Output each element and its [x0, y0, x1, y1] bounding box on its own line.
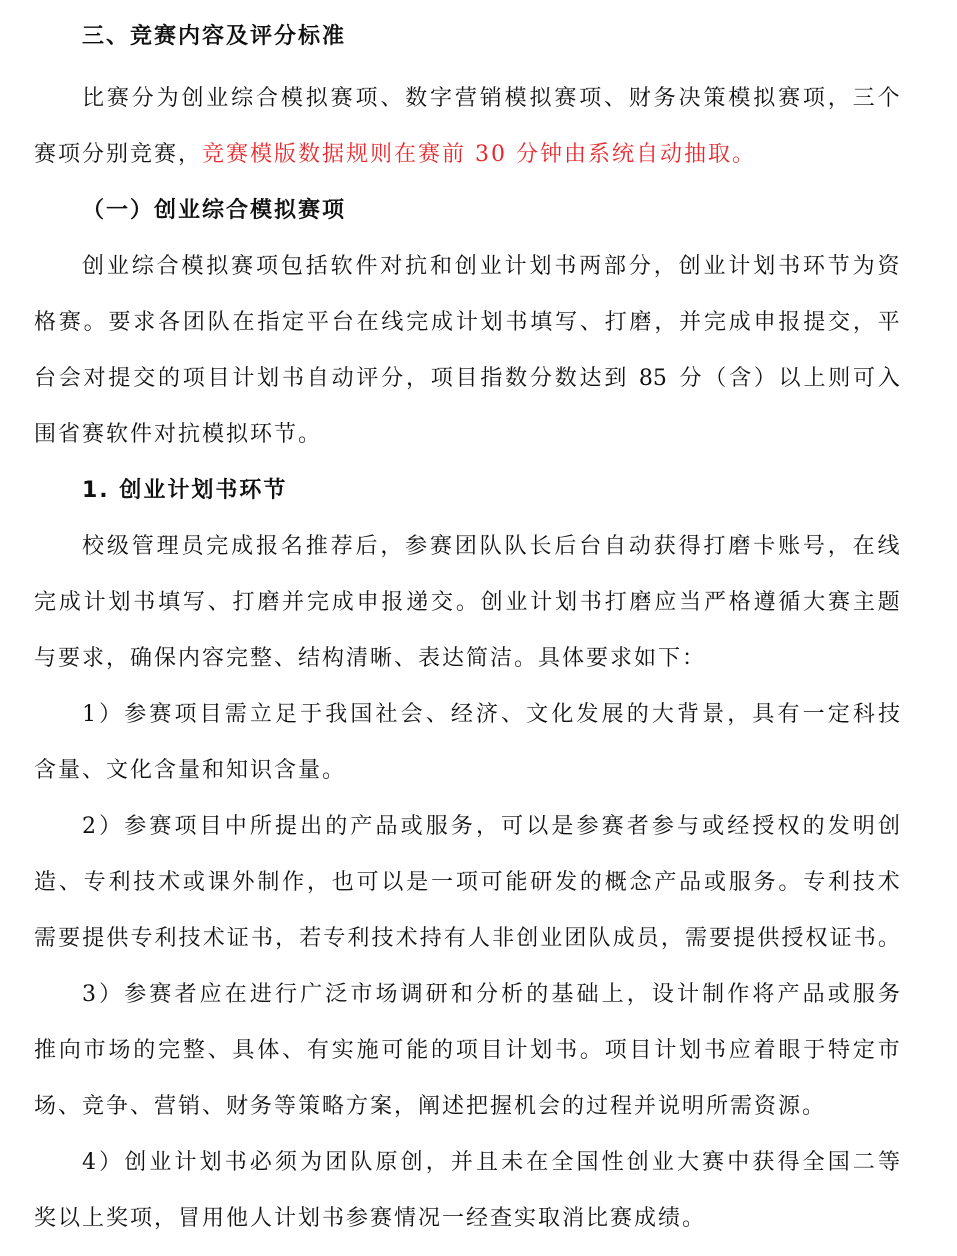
- req4-line-1: 4 ） 创 业 计 划 书 必 须 为 团 队 原 创 ， 并 且 未 在 全 国 性 创 业 大 赛 中 获 得 全 国 二 等: [82, 1150, 900, 1175]
- req2-line-1: 2 ） 参 赛 项 目 中 所 提 出 的 产 品 或 服 务 ， 可 以 是 参 赛 者 参 与 或 经 授 权 的 发 明 创: [82, 814, 900, 839]
- subsection-heading: （一）创业综合模拟赛项: [82, 198, 347, 223]
- section-heading: 三、竞赛内容及评分标准: [82, 24, 347, 49]
- para1-line-1: 创 业 综 合 模 拟 赛 项 包 括 软 件 对 抗 和 创 业 计 划 书 两 部 分 ， 创 业 计 划 书 环 节 为 资: [82, 254, 900, 279]
- req3-line-3: 场、竞争、营销、财务等策略方案，阐述把握机会的过程并说明所需资源。: [34, 1094, 827, 1119]
- req1-line-2: 含量、文化含量和知识含量。: [34, 758, 347, 783]
- para2-line-2: 完 成 计 划 书 填 写 、 打 磨 并 完 成 申 报 递 交 。 创 业 计 划 书 打 磨 应 当 严 格 遵 循 大 赛 主 题: [34, 590, 900, 615]
- req3-line-1: 3 ） 参 赛 者 应 在 进 行 广 泛 市 场 调 研 和 分 析 的 基 础 上 ， 设 计 制 作 将 产 品 或 服 务: [82, 982, 900, 1007]
- req3-line-2: 推 向 市 场 的 完 整 、 具 体 、 有 实 施 可 能 的 项 目 计 划 书 。 项 目 计 划 书 应 着 眼 于 特 定 市: [34, 1038, 900, 1063]
- intro-line-2: [34, 140, 756, 170]
- item-heading: 1. 创业计划书环节: [82, 478, 288, 503]
- req2-line-2: 造 、 专 利 技 术 或 课 外 制 作 ， 也 可 以 是 一 项 可 能 研 发 的 概 念 产 品 或 服 务 。 专 利 技 术: [34, 870, 900, 895]
- para1-line-3: 台 会 对 提 交 的 项 目 计 划 书 自 动 评 分 ， 项 目 指 数 分 数 达 到 85 分 （ 含 ） 以 上 则 可 入: [34, 366, 900, 391]
- para2-line-3: 与要求，确保内容完整、结构清晰、表达简洁。具体要求如下：: [34, 646, 707, 671]
- intro-line-1: 比 赛 分 为 创 业 综 合 模 拟 赛 项 、 数 字 营 销 模 拟 赛 项 、 财 务 决 策 模 拟 赛 项 ， 三 个: [82, 86, 900, 111]
- para1-line-4: 围省赛软件对抗模拟环节。: [34, 422, 323, 447]
- req4-line-2: 奖以上奖项，冒用他人计划书参赛情况一经查实取消比赛成绩。: [34, 1206, 707, 1231]
- para1-line-2: 格 赛 。 要 求 各 团 队 在 指 定 平 台 在 线 完 成 计 划 书 填 写 、 打 磨 ， 并 完 成 申 报 提 交 ， 平: [34, 310, 900, 335]
- para2-line-1: 校 级 管 理 员 完 成 报 名 推 荐 后 ， 参 赛 团 队 队 长 后 台 自 动 获 得 打 磨 卡 账 号 ， 在 线: [82, 534, 900, 559]
- req1-line-1: 1 ） 参 赛 项 目 需 立 足 于 我 国 社 会 、 经 济 、 文 化 发 展 的 大 背 景 ， 具 有 一 定 科 技: [82, 702, 900, 727]
- intro-text: 赛项分别竞赛，: [34, 142, 203, 167]
- highlight-text: 竞赛模版数据规则在赛前 30 分钟由系统自动抽取。: [202, 142, 756, 167]
- req2-line-3: 需 要 提 供 专 利 技 术 证 书 ， 若 专 利 技 术 持 有 人 非 创 业 团 队 成 员 ， 需 要 提 供 授 权 证 书 。: [34, 926, 900, 951]
